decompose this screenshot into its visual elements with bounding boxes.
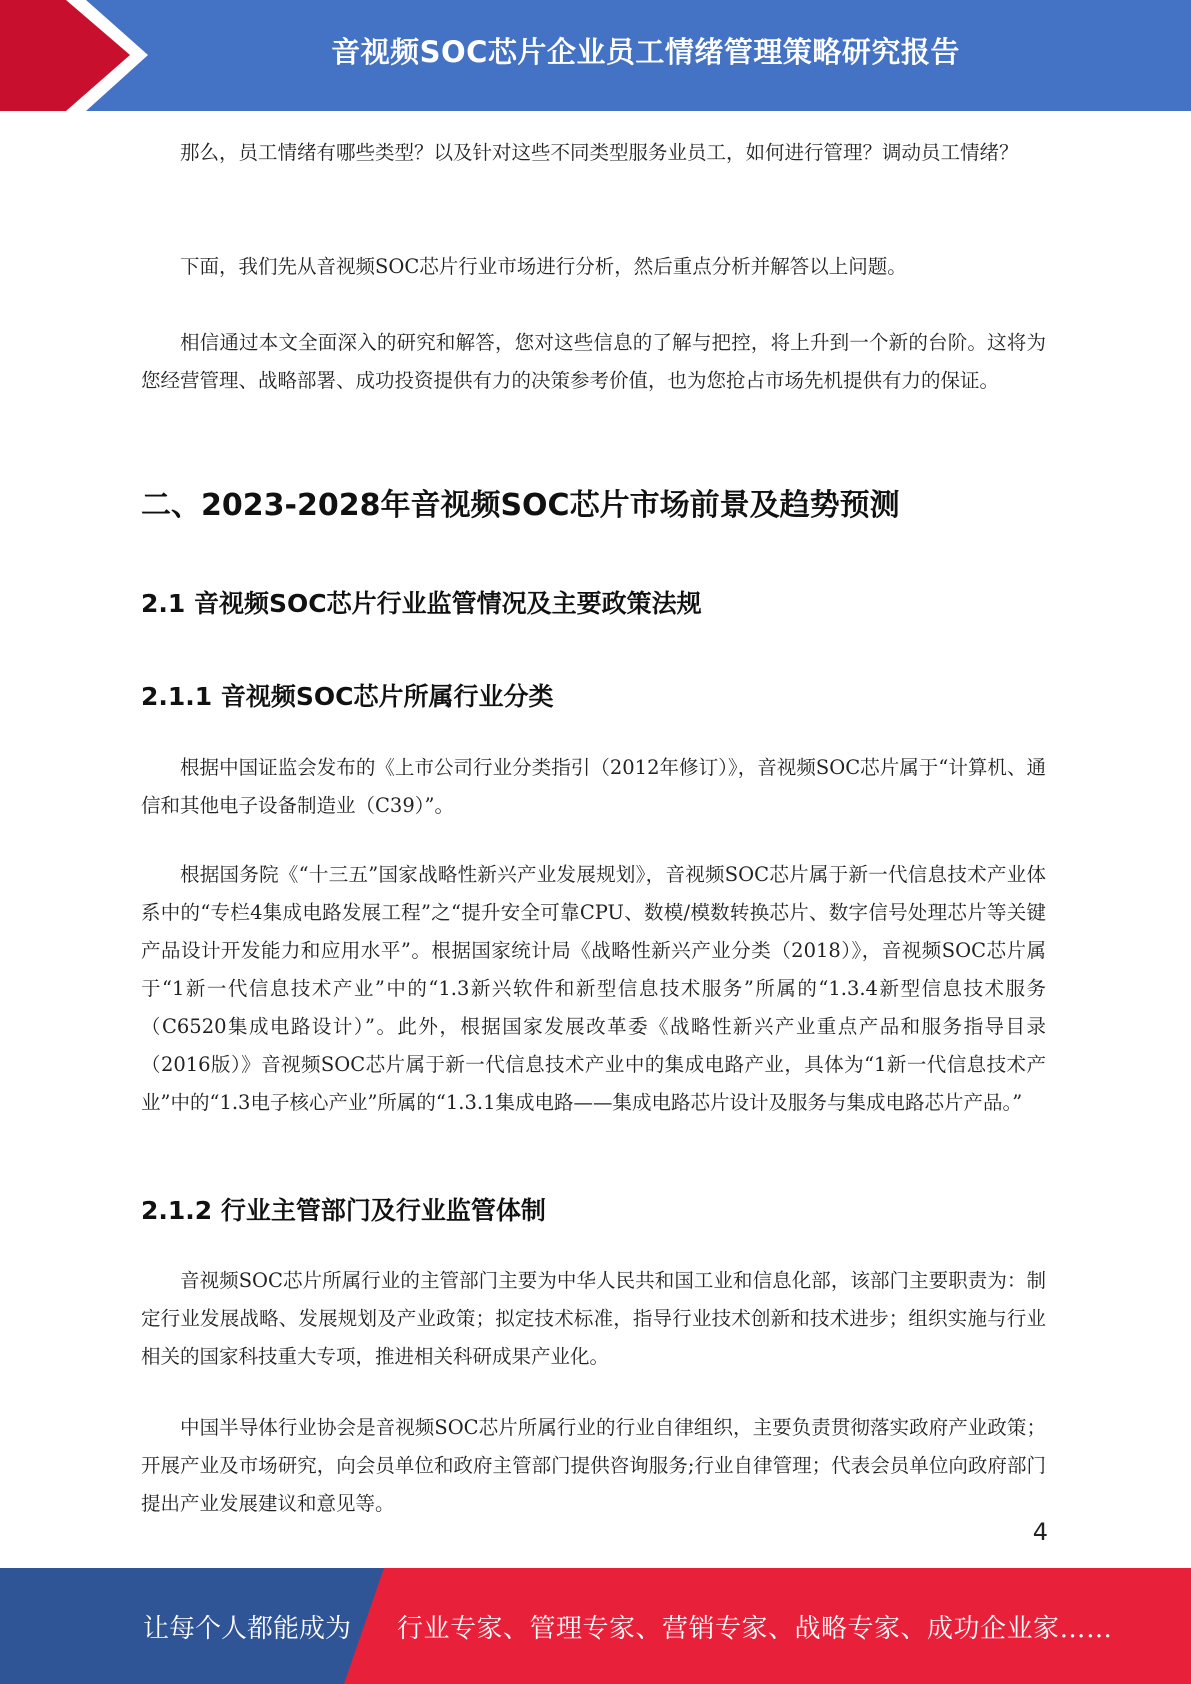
page-number: 4 bbox=[1032, 1518, 1048, 1546]
report-title: 音视频SOC芯片企业员工情绪管理策略研究报告 bbox=[331, 34, 960, 69]
subsubsection-heading-classification: 2.1.1 音视频SOC芯片所属行业分类 bbox=[141, 682, 554, 711]
footer-slogan-left: 让每个人都能成为 bbox=[143, 1613, 352, 1644]
paragraph-intro-question: 那么，员工情绪有哪些类型？以及针对这些不同类型服务业员工，如何进行管理？调动员工情绪？ bbox=[180, 141, 1019, 164]
subsubsection-heading-regulation: 2.1.2 行业主管部门及行业监管体制 bbox=[141, 1196, 546, 1225]
footer-slogan-right: 行业专家、管理专家、营销专家、战略专家、成功企业家…… bbox=[397, 1613, 1113, 1644]
paragraph-authority: 音视频SOC芯片所属行业的主管部门主要为中华人民共和国工业和信息化部，该部门主要职责为：制定行业发展战略、发展规划及产业政策；拟定技术标准，指导行业技术创新和技术进步；组织实施与行业相关的国家科技重大专项，推进相关科研成果产业化。 bbox=[141, 1269, 1046, 1368]
subsection-heading: 2.1 音视频SOC芯片行业监管情况及主要政策法规 bbox=[141, 589, 702, 618]
paragraph-csrc-classification: 根据中国证监会发布的《上市公司行业分类指引（2012年修订）》，音视频SOC芯片属于“计算机、通信和其他电子设备制造业（C39）”。 bbox=[141, 756, 1046, 817]
paragraph-association: 中国半导体行业协会是音视频SOC芯片所属行业的行业自律组织，主要负责贯彻落实政府产业政策；开展产业及市场研究，向会员单位和政府主管部门提供咨询服务;行业自律管理；代表会员单位向政府部门提出产业发展建议和意见等。 bbox=[141, 1416, 1046, 1515]
paragraph-value: 相信通过本文全面深入的研究和解答，您对这些信息的了解与把控，将上升到一个新的台阶。这将为您经营管理、战略部署、成功投资提供有力的决策参考价值，也为您抢占市场先机提供有力的保证。 bbox=[141, 331, 1046, 392]
page-header bbox=[0, 0, 1191, 111]
paragraph-outline: 下面，我们先从音视频SOC芯片行业市场进行分析，然后重点分析并解答以上问题。 bbox=[180, 255, 907, 278]
page-footer bbox=[0, 1568, 1191, 1684]
section-heading: 二、2023-2028年音视频SOC芯片市场前景及趋势预测 bbox=[141, 488, 900, 523]
paragraph-strategic-industry: 根据国务院《“十三五”国家战略性新兴产业发展规划》，音视频SOC芯片属于新一代信息技术产业体系中的“专栏4集成电路发展工程”之“提升安全可靠CPU、数模/模数转换芯片、数字信号处理芯片等关键产品设计开发能力和应用水平”。根据国家统计局《战略性新兴产业分类（2018）》，音视频SOC芯片属于“1新一代信息技术产业”中的“1.3新兴软件和新型信息技术服务”所属的“1.3.4新型信息技术服务（C6520集成电路设计）”。此外，根据国家发展改革委《战略性新兴产业重点产品和服务指导目录（2016版）》音视频SOC芯片属于新一代信息技术产业中的集成电路产业，具体为“1新一代信息技术产业”中的“1.3电子核心产业”所属的“1.3.1集成电路——集成电路芯片设计及服务与集成电路芯片产品。” bbox=[141, 863, 1046, 1114]
